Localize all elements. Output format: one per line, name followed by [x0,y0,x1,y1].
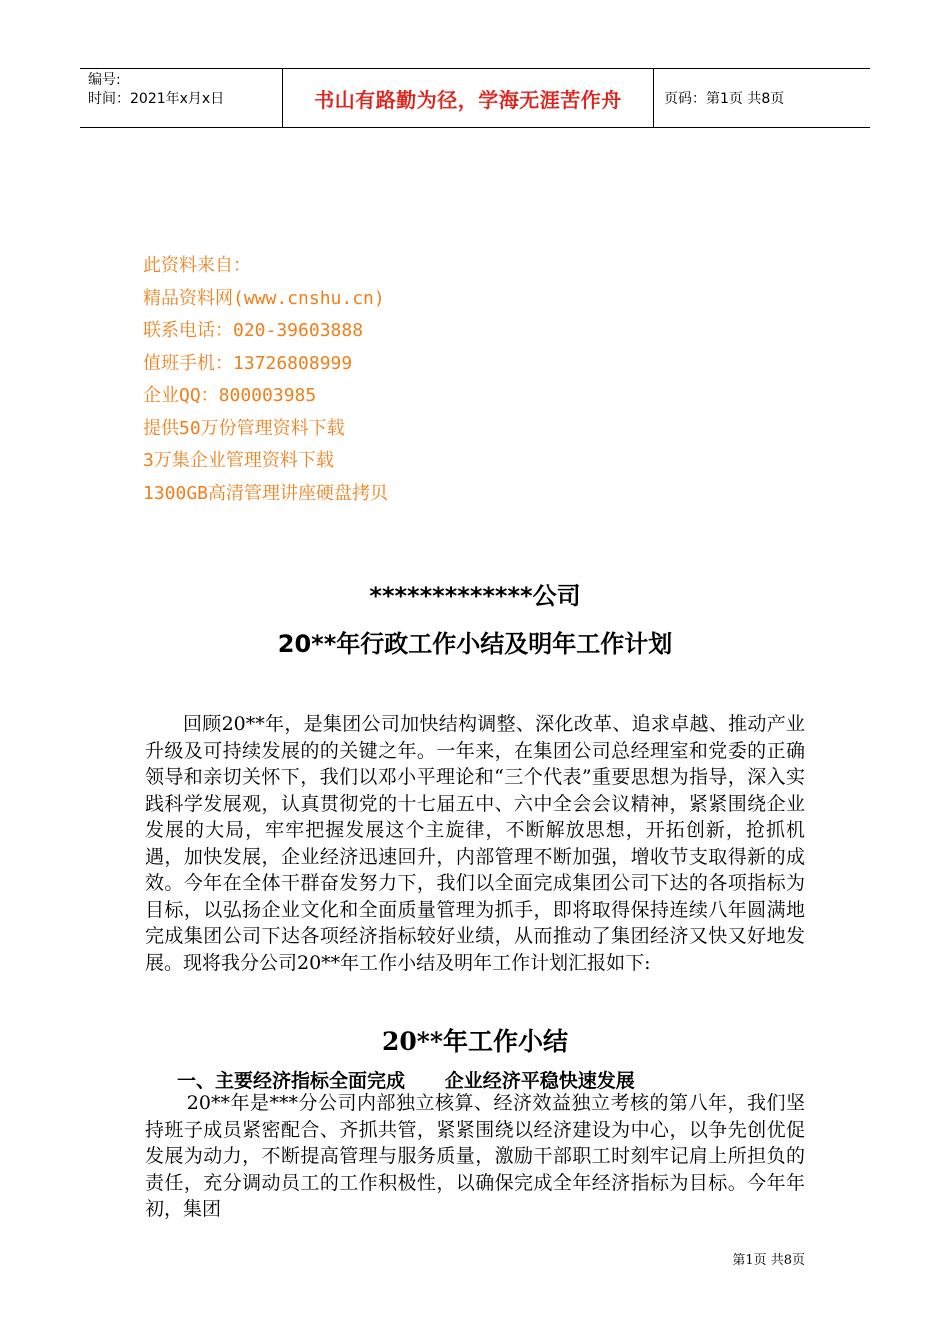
source-line: 企业QQ：800003985 [143,385,317,406]
subsection-heading: 一、主要经济指标全面完成 企业经济平稳快速发展 [177,1070,635,1092]
source-line: 提供50万份管理资料下载 [143,417,345,439]
source-line: 精品资料网(www.cnshu.cn) [143,287,385,309]
source-line: 3万集企业管理资料下载 [143,450,334,471]
footer-page-number: 第1页 共8页 [732,1253,805,1268]
header-meta [80,69,282,127]
document-number-label: 编号: [88,72,121,88]
company-title: *************公司 [369,582,581,610]
header-motto: 书山有路勤为径，学海无涯苦作舟 [314,87,622,112]
source-line: 此资料来自： [143,255,251,276]
section-heading: 20**年工作小结 [382,1027,568,1056]
header-page-number: 页码：第1页 共8页 [664,91,785,107]
header-page-cell [654,69,870,127]
document-title: 20**年行政工作小结及明年工作计划 [277,630,673,658]
source-line: 值班手机：13726808999 [143,352,353,374]
intro-paragraph: 回顾20**年，是集团公司加快结构调整、深化改革、追求卓越、推动产业升级及可持续发展的的关键之年。一年来，在集团公司总经理室和党委的正确领导和亲切关怀下，我们以邓小平理论和“三个代表”重要思想为指导，深入实践科学发展观，认真贯彻党的十七届五中、六中全会会议精神，紧紧围绕企业发展的大局，牢牢把握发展这个主旋律，不断解放思想，开拓创新，抢抓机遇，加快发展，企业经济迅速回升，内部管理不断加强，增收节支取得新的成效。今年在全体干群奋发努力下，我们以全面完成集团公司下达的各项指标为目标，以弘扬企业文化和全面质量管理为抓手，即将取得保持连续八年圆满地完成集团公司下达各项经济指标较好业绩，从而推动了集团经济又快又好地发展。现将我分公司20**年工作小结及明年工作计划汇报如下: [145,713,805,974]
document-time-label: 时间：2021年x月x日 [88,91,225,107]
source-line: 联系电话：020-39603888 [143,320,364,341]
source-line: 1300GB高清管理讲座硬盘拷贝 [143,482,389,504]
body-paragraph: 20**年是***分公司内部独立核算、经济效益独立考核的第八年，我们坚持班子成员紧密配合、齐抓共管，紧紧围绕以经济建设为中心，以争先创优促发展为动力，不断提高管理与服务质量，激励干部职工时刻牢记肩上所担负的责任，充分调动员工的工作积极性，以确保完成全年经济指标为目标。今年年初，集团 [145,1092,805,1220]
header-table [80,68,870,128]
header-motto-cell [282,69,654,127]
source-info-block [143,250,388,510]
